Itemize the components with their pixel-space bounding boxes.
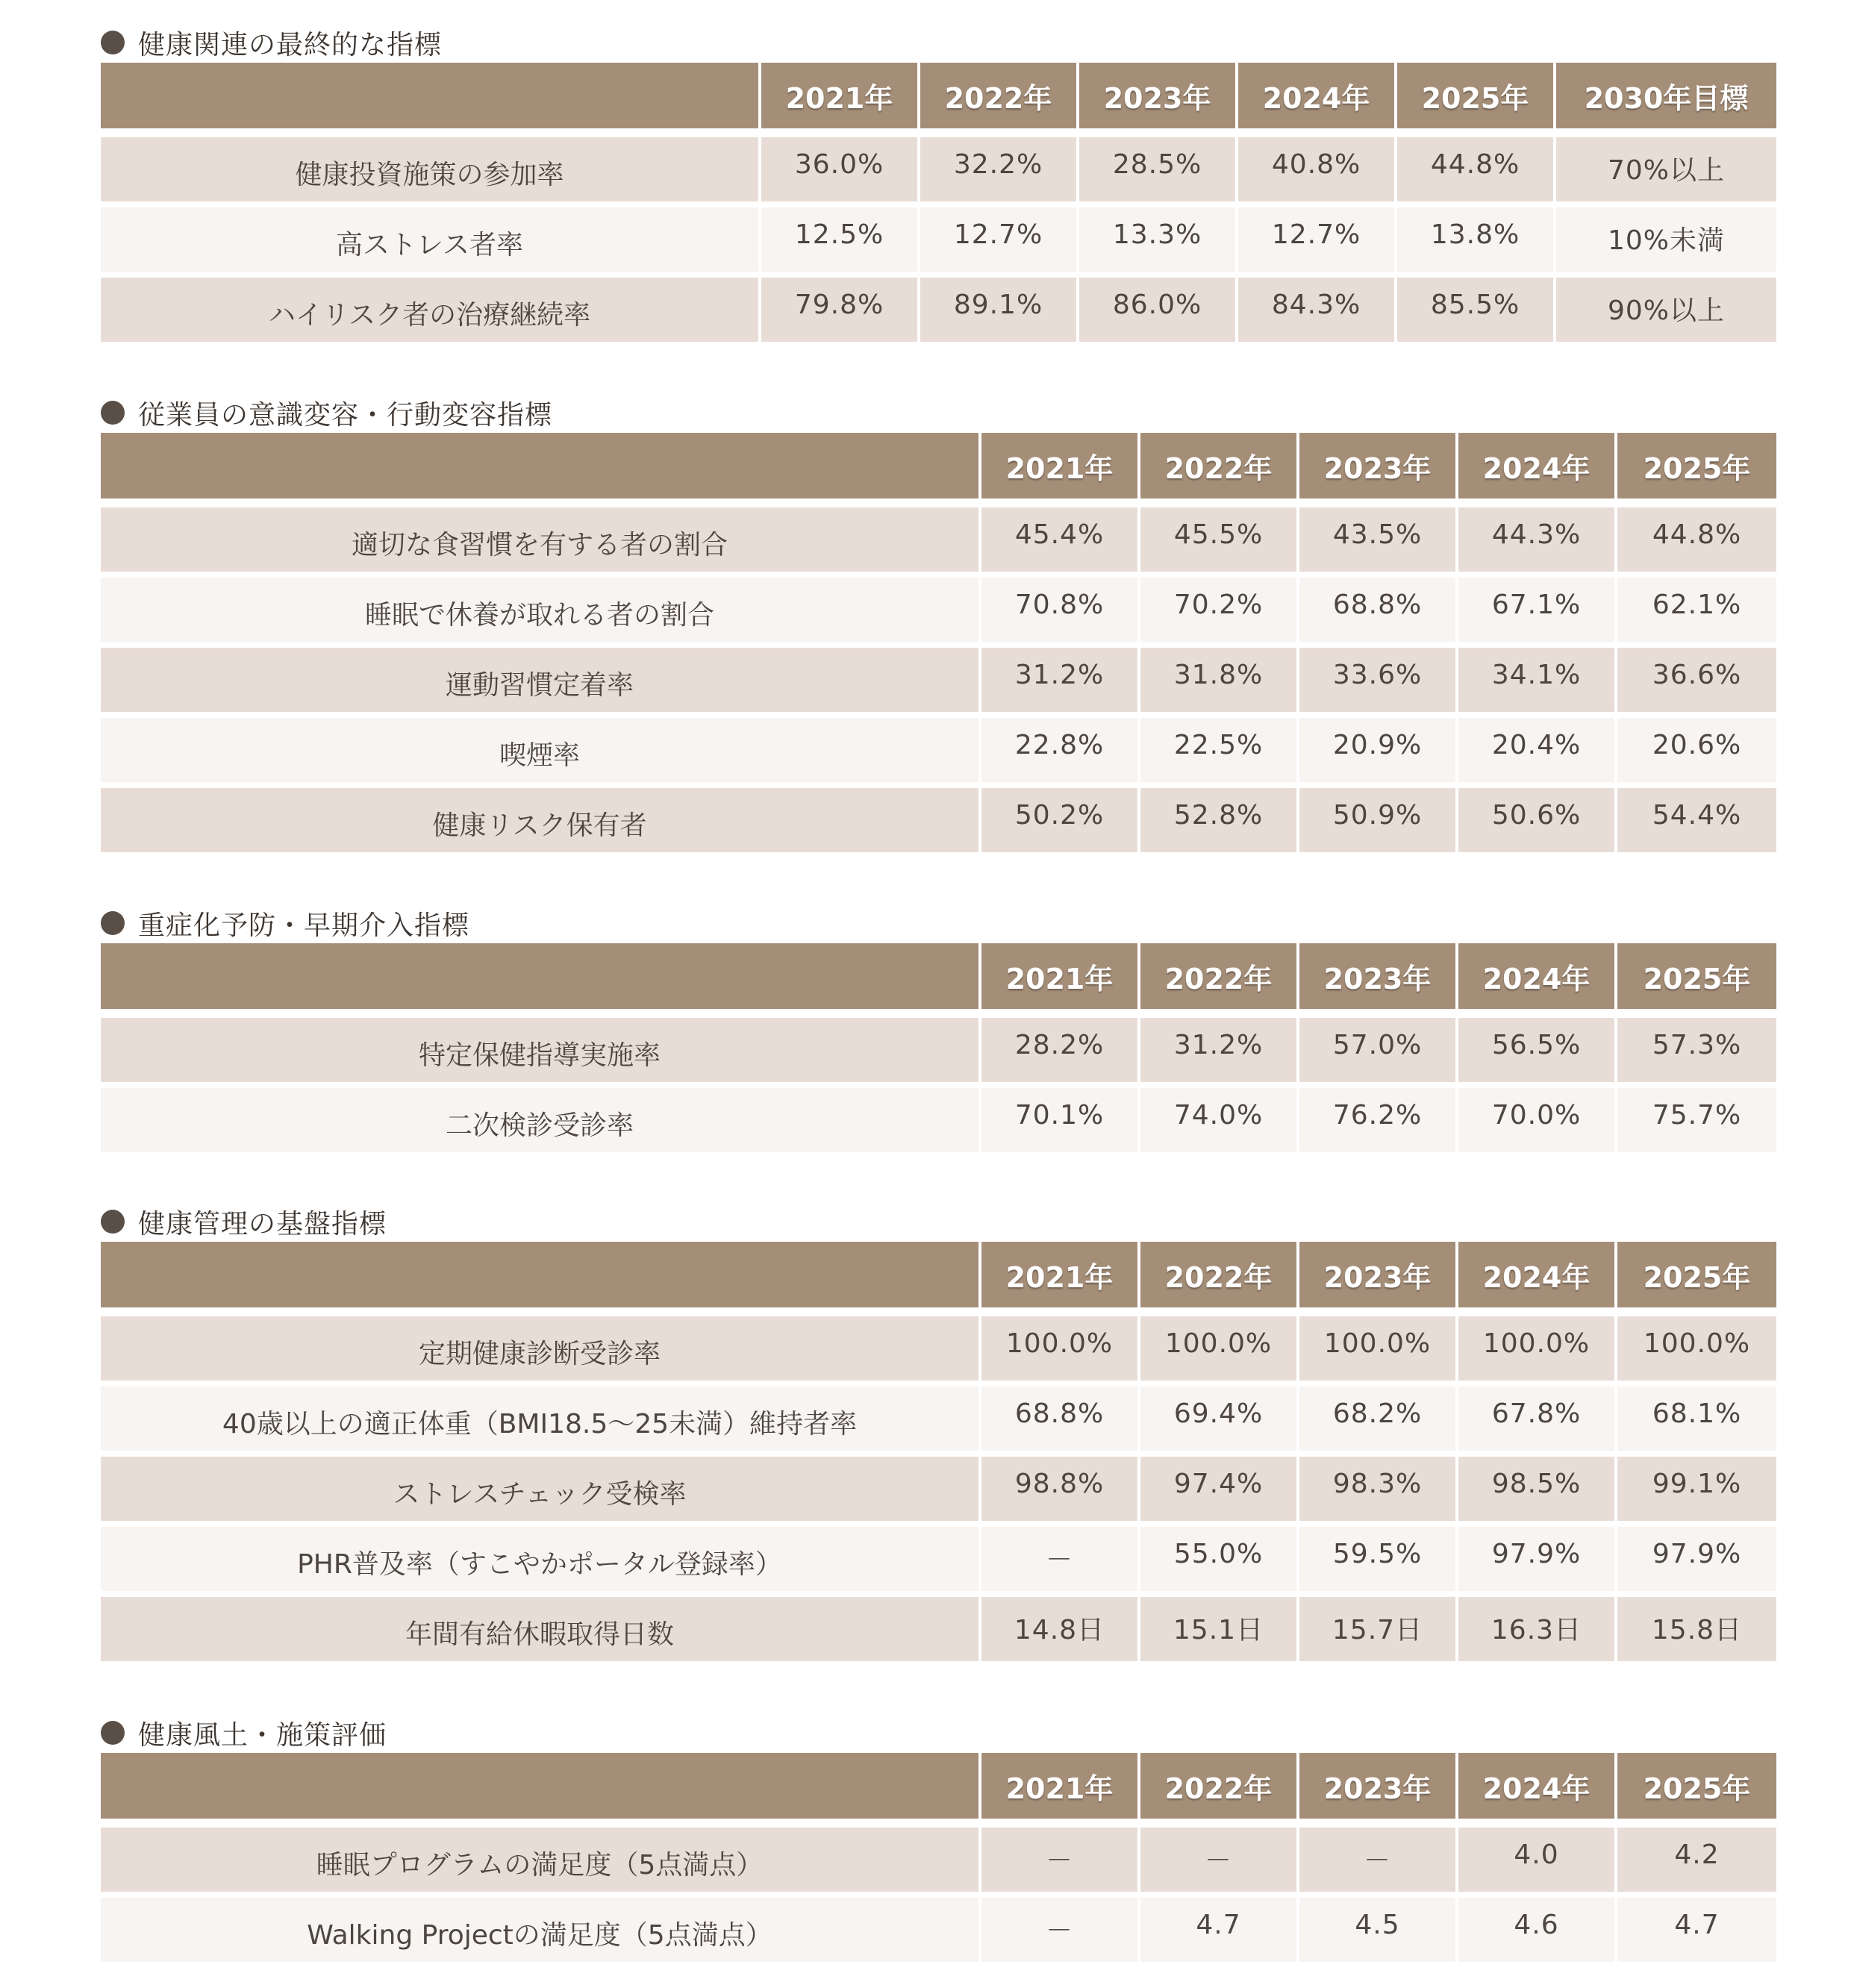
- cell-value: 31.2%: [1140, 1009, 1299, 1082]
- cell-value: 67.8%: [1458, 1381, 1617, 1451]
- cell-value: 15.7日: [1299, 1591, 1458, 1661]
- cell-value: 45.5%: [1140, 498, 1299, 572]
- cell-value: 68.8%: [1299, 572, 1458, 642]
- cell-value: 62.1%: [1617, 572, 1776, 642]
- row-label: 40歳以上の適正体重（BMI18.5～25未満）維持者率: [101, 1381, 981, 1451]
- table-header-row: [101, 1242, 1776, 1307]
- header-year: 2022年: [1140, 943, 1299, 1009]
- header-blank: [101, 433, 981, 498]
- cell-value: 100.0%: [1299, 1307, 1458, 1381]
- cell-value: 32.2%: [920, 128, 1079, 201]
- cell-value: 4.7: [1140, 1892, 1299, 1962]
- cell-value: －: [981, 1892, 1140, 1962]
- header-year: 2023年: [1299, 433, 1458, 498]
- cell-value: －: [981, 1819, 1140, 1892]
- table-row: [101, 1381, 1776, 1451]
- cell-target: 90%以上: [1556, 272, 1776, 342]
- cell-value: 52.8%: [1140, 782, 1299, 852]
- section-title-text: 重症化予防・早期介入指標: [138, 910, 470, 941]
- header-year: 2021年: [761, 63, 920, 128]
- header-year: 2021年: [981, 1242, 1140, 1307]
- cell-value: 70.2%: [1140, 572, 1299, 642]
- header-year: 2025年: [1617, 1753, 1776, 1819]
- header-year: 2022年: [1140, 1242, 1299, 1307]
- section-title-text: 従業員の意識変容・行動変容指標: [138, 399, 553, 431]
- cell-value: 15.8日: [1617, 1591, 1776, 1661]
- section-title: [101, 903, 469, 943]
- cell-value: 75.7%: [1617, 1082, 1776, 1152]
- row-label: ストレスチェック受検率: [101, 1451, 981, 1521]
- header-year: 2023年: [1079, 63, 1238, 128]
- cell-value: －: [1140, 1819, 1299, 1892]
- cell-value: 76.2%: [1299, 1082, 1458, 1152]
- row-label: 高ストレス者率: [101, 201, 761, 272]
- cell-value: 36.6%: [1617, 642, 1776, 712]
- cell-value: 40.8%: [1238, 128, 1397, 201]
- cell-value: 4.7: [1617, 1892, 1776, 1962]
- section-title-text: 健康関連の最終的な指標: [138, 29, 443, 60]
- row-label: 睡眠で休養が取れる者の割合: [101, 572, 981, 642]
- table-row: [101, 1591, 1776, 1661]
- cell-value: 100.0%: [981, 1307, 1140, 1381]
- row-label: 運動習慣定着率: [101, 642, 981, 712]
- row-label: 二次検診受診率: [101, 1082, 981, 1152]
- cell-value: 79.8%: [761, 272, 920, 342]
- row-label: Walking Projectの満足度（5点満点）: [101, 1892, 981, 1962]
- cell-value: 4.5: [1299, 1892, 1458, 1962]
- header-year: 2022年: [1140, 1753, 1299, 1819]
- cell-value: 98.3%: [1299, 1451, 1458, 1521]
- cell-value: 31.8%: [1140, 642, 1299, 712]
- header-year: 2024年: [1238, 63, 1397, 128]
- section-title: [101, 393, 552, 433]
- cell-value: 4.6: [1458, 1892, 1617, 1962]
- cell-value: 98.8%: [981, 1451, 1140, 1521]
- cell-value: 45.4%: [981, 498, 1140, 572]
- cell-target: 10%未満: [1556, 201, 1776, 272]
- header-year: 2024年: [1458, 1242, 1617, 1307]
- header-year: 2023年: [1299, 943, 1458, 1009]
- indicator-table: [101, 943, 1776, 1152]
- cell-value: 99.1%: [1617, 1451, 1776, 1521]
- cell-value: 98.5%: [1458, 1451, 1617, 1521]
- header-year: 2024年: [1458, 943, 1617, 1009]
- cell-value: 57.0%: [1299, 1009, 1458, 1082]
- table-row: [101, 1082, 1776, 1152]
- header-blank: [101, 1242, 981, 1307]
- cell-value: －: [1299, 1819, 1458, 1892]
- cell-value: －: [981, 1521, 1140, 1591]
- header-blank: [101, 63, 761, 128]
- cell-value: 4.2: [1617, 1819, 1776, 1892]
- table-row: [101, 498, 1776, 572]
- cell-value: 70.0%: [1458, 1082, 1617, 1152]
- table-row: [101, 1819, 1776, 1892]
- table-row: [101, 1307, 1776, 1381]
- cell-value: 55.0%: [1140, 1521, 1299, 1591]
- cell-value: 20.9%: [1299, 712, 1458, 782]
- row-label: 健康投資施策の参加率: [101, 128, 761, 201]
- header-year: 2025年: [1617, 433, 1776, 498]
- bullet-icon: [101, 911, 125, 935]
- cell-value: 67.1%: [1458, 572, 1617, 642]
- header-blank: [101, 1753, 981, 1819]
- header-blank: [101, 943, 981, 1009]
- cell-value: 100.0%: [1458, 1307, 1617, 1381]
- cell-value: 85.5%: [1397, 272, 1556, 342]
- bullet-icon: [101, 1721, 125, 1745]
- cell-value: 28.2%: [981, 1009, 1140, 1082]
- table-row: [101, 1009, 1776, 1082]
- cell-value: 44.8%: [1397, 128, 1556, 201]
- row-label: ハイリスク者の治療継続率: [101, 272, 761, 342]
- cell-value: 31.2%: [981, 642, 1140, 712]
- cell-value: 20.4%: [1458, 712, 1617, 782]
- header-year: 2025年: [1397, 63, 1556, 128]
- header-year: 2022年: [920, 63, 1079, 128]
- row-label: 健康リスク保有者: [101, 782, 981, 852]
- cell-value: 14.8日: [981, 1591, 1140, 1661]
- cell-value: 16.3日: [1458, 1591, 1617, 1661]
- table-row: [101, 712, 1776, 782]
- cell-value: 13.3%: [1079, 201, 1238, 272]
- table-header-row: [101, 63, 1776, 128]
- bullet-icon: [101, 401, 125, 425]
- table-row: [101, 1451, 1776, 1521]
- row-label: 睡眠プログラムの満足度（5点満点）: [101, 1819, 981, 1892]
- header-year: 2025年: [1617, 943, 1776, 1009]
- bullet-icon: [101, 1210, 125, 1234]
- table-header-row: [101, 1753, 1776, 1819]
- cell-value: 100.0%: [1140, 1307, 1299, 1381]
- indicator-table: [101, 433, 1776, 852]
- row-label: 特定保健指導実施率: [101, 1009, 981, 1082]
- cell-value: 15.1日: [1140, 1591, 1299, 1661]
- cell-value: 68.2%: [1299, 1381, 1458, 1451]
- cell-value: 89.1%: [920, 272, 1079, 342]
- table-row: [101, 642, 1776, 712]
- cell-value: 50.9%: [1299, 782, 1458, 852]
- cell-value: 70.1%: [981, 1082, 1140, 1152]
- header-year: 2024年: [1458, 1753, 1617, 1819]
- cell-value: 4.0: [1458, 1819, 1617, 1892]
- cell-value: 59.5%: [1299, 1521, 1458, 1591]
- section-title-text: 健康風土・施策評価: [138, 1719, 387, 1751]
- header-year: 2024年: [1458, 433, 1617, 498]
- table-row: [101, 572, 1776, 642]
- table-row: [101, 201, 1776, 272]
- cell-value: 100.0%: [1617, 1307, 1776, 1381]
- cell-value: 20.6%: [1617, 712, 1776, 782]
- indicator-table: [101, 63, 1776, 342]
- section-title: [101, 1201, 387, 1242]
- cell-value: 74.0%: [1140, 1082, 1299, 1152]
- header-year: 2023年: [1299, 1242, 1458, 1307]
- table-row: [101, 782, 1776, 852]
- cell-value: 13.8%: [1397, 201, 1556, 272]
- header-year: 2021年: [981, 433, 1140, 498]
- cell-value: 43.5%: [1299, 498, 1458, 572]
- cell-value: 57.3%: [1617, 1009, 1776, 1082]
- cell-value: 12.5%: [761, 201, 920, 272]
- row-label: 喫煙率: [101, 712, 981, 782]
- row-label: 年間有給休暇取得日数: [101, 1591, 981, 1661]
- section-title: [101, 22, 442, 63]
- indicator-table: [101, 1242, 1776, 1661]
- cell-value: 54.4%: [1617, 782, 1776, 852]
- cell-value: 12.7%: [1238, 201, 1397, 272]
- header-year: 2022年: [1140, 433, 1299, 498]
- section-title-text: 健康管理の基盤指標: [138, 1208, 387, 1240]
- header-year: 2021年: [981, 1753, 1140, 1819]
- cell-value: 33.6%: [1299, 642, 1458, 712]
- cell-value: 22.5%: [1140, 712, 1299, 782]
- cell-value: 68.8%: [981, 1381, 1140, 1451]
- header-target: 2030年目標: [1556, 63, 1776, 128]
- section-title: [101, 1713, 387, 1753]
- table-header-row: [101, 433, 1776, 498]
- row-label: PHR普及率（すこやかポータル登録率）: [101, 1521, 981, 1591]
- cell-value: 97.4%: [1140, 1451, 1299, 1521]
- cell-value: 12.7%: [920, 201, 1079, 272]
- table-row: [101, 1521, 1776, 1591]
- cell-value: 44.3%: [1458, 498, 1617, 572]
- cell-value: 22.8%: [981, 712, 1140, 782]
- cell-value: 44.8%: [1617, 498, 1776, 572]
- table-header-row: [101, 943, 1776, 1009]
- row-label: 定期健康診断受診率: [101, 1307, 981, 1381]
- cell-value: 34.1%: [1458, 642, 1617, 712]
- cell-value: 28.5%: [1079, 128, 1238, 201]
- table-row: [101, 1892, 1776, 1962]
- cell-value: 69.4%: [1140, 1381, 1299, 1451]
- row-label: 適切な食習慣を有する者の割合: [101, 498, 981, 572]
- header-year: 2021年: [981, 943, 1140, 1009]
- bullet-icon: [101, 31, 125, 54]
- cell-value: 50.2%: [981, 782, 1140, 852]
- table-row: [101, 272, 1776, 342]
- cell-value: 56.5%: [1458, 1009, 1617, 1082]
- header-year: 2023年: [1299, 1753, 1458, 1819]
- cell-value: 50.6%: [1458, 782, 1617, 852]
- header-year: 2025年: [1617, 1242, 1776, 1307]
- indicator-table: [101, 1753, 1776, 1962]
- cell-value: 68.1%: [1617, 1381, 1776, 1451]
- cell-value: 97.9%: [1458, 1521, 1617, 1591]
- cell-target: 70%以上: [1556, 128, 1776, 201]
- cell-value: 86.0%: [1079, 272, 1238, 342]
- cell-value: 36.0%: [761, 128, 920, 201]
- cell-value: 84.3%: [1238, 272, 1397, 342]
- cell-value: 70.8%: [981, 572, 1140, 642]
- cell-value: 97.9%: [1617, 1521, 1776, 1591]
- table-row: [101, 128, 1776, 201]
